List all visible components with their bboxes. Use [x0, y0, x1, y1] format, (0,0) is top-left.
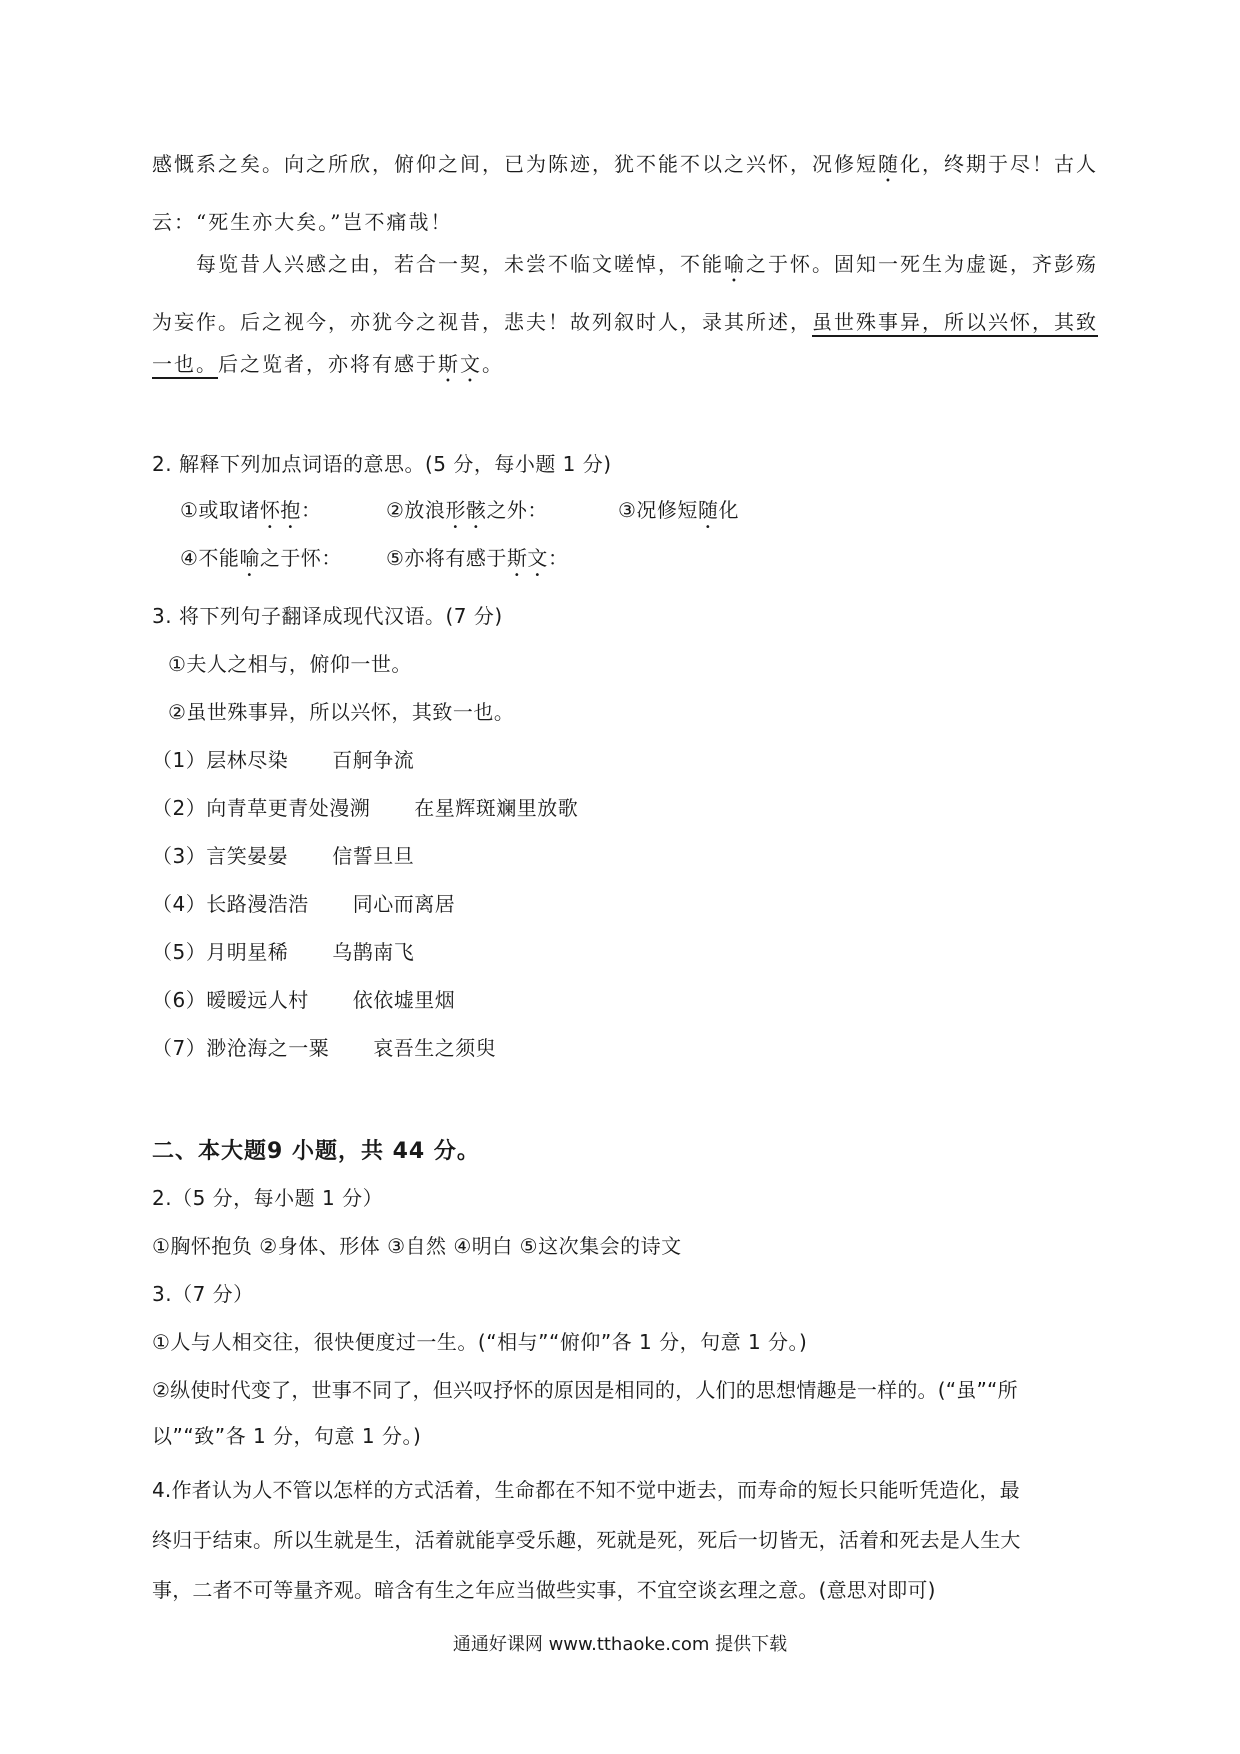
passage-line-2: 云：“死生亦大矣。”岂不痛哉！: [152, 210, 453, 234]
dotted-word: 怀抱: [259, 498, 301, 522]
couplet-second: 哀吾生之须臾: [373, 1036, 497, 1060]
question-2-item-3: [618, 498, 739, 533]
passage-line-1: [152, 152, 1098, 187]
couplet-first: 向青草更青处漫溯: [206, 796, 371, 820]
couplet-second: 百舸争流: [332, 748, 415, 772]
passage-line-3: [196, 252, 1098, 287]
couplet-row: [152, 796, 578, 820]
answer-4-line-1: 4.作者认为人不管以怎样的方式活着，生命都在不知不觉中逝去，而寿命的短长只能听凭造化，最: [152, 1478, 1020, 1502]
underlined-sentence: 虽世殊事异，所以兴怀，其致: [812, 310, 1098, 334]
footer-source: 通通好课网 www.tthaoke.com 提供下载: [452, 1634, 788, 1655]
question-3-sentence-2: ②虽世殊事异，所以兴怀，其致一也。: [168, 700, 515, 724]
answer-3-line-1: ①人与人相交往，很快便度过一生。(“相与”“俯仰”各 1 分，句意 1 分。): [152, 1330, 808, 1354]
dotted-word: 随: [697, 498, 719, 522]
question-2-item-4: [180, 546, 342, 581]
dotted-word: 喻: [724, 252, 746, 276]
dotted-word: 斯文: [506, 546, 548, 570]
passage-text: 感慨系之矣。向之所欣，俯仰之间，已为陈迹，犹不能不以之兴怀，况修短: [152, 152, 878, 176]
answer-4-line-3: 事，二者不可等量齐观。暗含有生之年应当做些实事，不宜空谈玄理之意。(意思对即可): [152, 1578, 936, 1602]
answer-3-line-2: ②纵使时代变了，世事不同了，但兴叹抒怀的原因是相同的，人们的思想情趣是一样的。(“虽”“所: [152, 1378, 1018, 1402]
couplet-number: （6）: [152, 988, 207, 1012]
passage-text: 化，终期于尽！古人: [900, 152, 1098, 176]
couplet-second: 乌鹊南飞: [332, 940, 415, 964]
underlined-sentence: 一也。: [152, 352, 218, 376]
couplet-second: 在星辉斑斓里放歌: [414, 796, 579, 820]
item-text: ：: [547, 546, 569, 570]
couplet-second: 同心而离居: [352, 892, 456, 916]
question-2-title: 2. 解释下列加点词语的意思。(5 分，每小题 1 分): [152, 452, 612, 476]
item-text: ①或取诸: [180, 498, 260, 522]
question-3-sentence-1: ①夫人之相与，俯仰一世。: [168, 652, 412, 676]
couplet-second: 信誓旦旦: [332, 844, 415, 868]
passage-text: 之于怀。固知一死生为虚诞，齐彭殇: [746, 252, 1098, 276]
couplet-first: 长路漫浩浩: [206, 892, 309, 916]
item-text: ②放浪: [386, 498, 446, 522]
couplet-number: （3）: [152, 844, 207, 868]
couplet-row: [152, 940, 414, 964]
dotted-word: 喻: [239, 546, 260, 570]
couplet-row: [152, 748, 414, 772]
question-3-title: 3. 将下列句子翻译成现代汉语。(7 分): [152, 604, 503, 628]
item-text: 之外：: [486, 498, 548, 522]
passage-line-4: [152, 310, 1098, 334]
couplet-row: [152, 892, 455, 916]
item-text: 之于怀：: [259, 546, 342, 570]
couplet-number: （5）: [152, 940, 207, 964]
passage-text: 为妄作。后之视今，亦犹今之视昔，悲夫！故列叙时人，录其所述，: [152, 310, 812, 334]
answer-4-line-2: 终归于结束。所以生就是生，活着就能享受乐趣，死就是死，死后一切皆无，活着和死去是人生大: [152, 1528, 1021, 1552]
item-text: ⑤亦将有感于: [386, 546, 507, 570]
question-2-item-1: [180, 498, 321, 533]
couplet-first: 渺沧海之一粟: [206, 1036, 330, 1060]
couplet-number: （4）: [152, 892, 207, 916]
dotted-word: 随: [878, 152, 900, 176]
question-2-item-5: [386, 546, 568, 581]
item-text: ：: [300, 498, 322, 522]
couplet-first: 暧暧远人村: [206, 988, 309, 1012]
passage-text: 每览昔人兴感之由，若合一契，未尝不临文嗟悼，不能: [196, 252, 724, 276]
couplet-number: （1）: [152, 748, 207, 772]
item-text: ④不能: [180, 546, 240, 570]
answer-2-text: ①胸怀抱负 ②身体、形体 ③自然 ④明白 ⑤这次集会的诗文: [152, 1234, 682, 1258]
couplet-first: 言笑晏晏: [206, 844, 289, 868]
couplet-first: 层林尽染: [206, 748, 289, 772]
answer-2-title: 2.（5 分，每小题 1 分）: [152, 1186, 384, 1210]
dotted-word: 形骸: [445, 498, 487, 522]
couplet-first: 月明星稀: [206, 940, 289, 964]
dotted-word: 斯文: [438, 352, 482, 376]
couplet-row: [152, 844, 414, 868]
section-heading: 二、本大题9 小题，共 44 分。: [152, 1139, 480, 1164]
couplet-number: （2）: [152, 796, 207, 820]
question-2-item-2: [386, 498, 548, 533]
answer-3-title: 3.（7 分）: [152, 1282, 254, 1306]
couplet-row: [152, 988, 455, 1012]
couplet-row: [152, 1036, 496, 1060]
passage-text: 。: [482, 352, 504, 376]
couplet-second: 依依墟里烟: [352, 988, 456, 1012]
item-text: 化: [718, 498, 739, 522]
item-text: ③况修短: [618, 498, 698, 522]
passage-line-5: [152, 352, 504, 387]
answer-3-line-3: 以”“致”各 1 分，句意 1 分。): [152, 1424, 422, 1448]
passage-text: 后之览者，亦将有感于: [218, 352, 438, 376]
couplet-number: （7）: [152, 1036, 207, 1060]
